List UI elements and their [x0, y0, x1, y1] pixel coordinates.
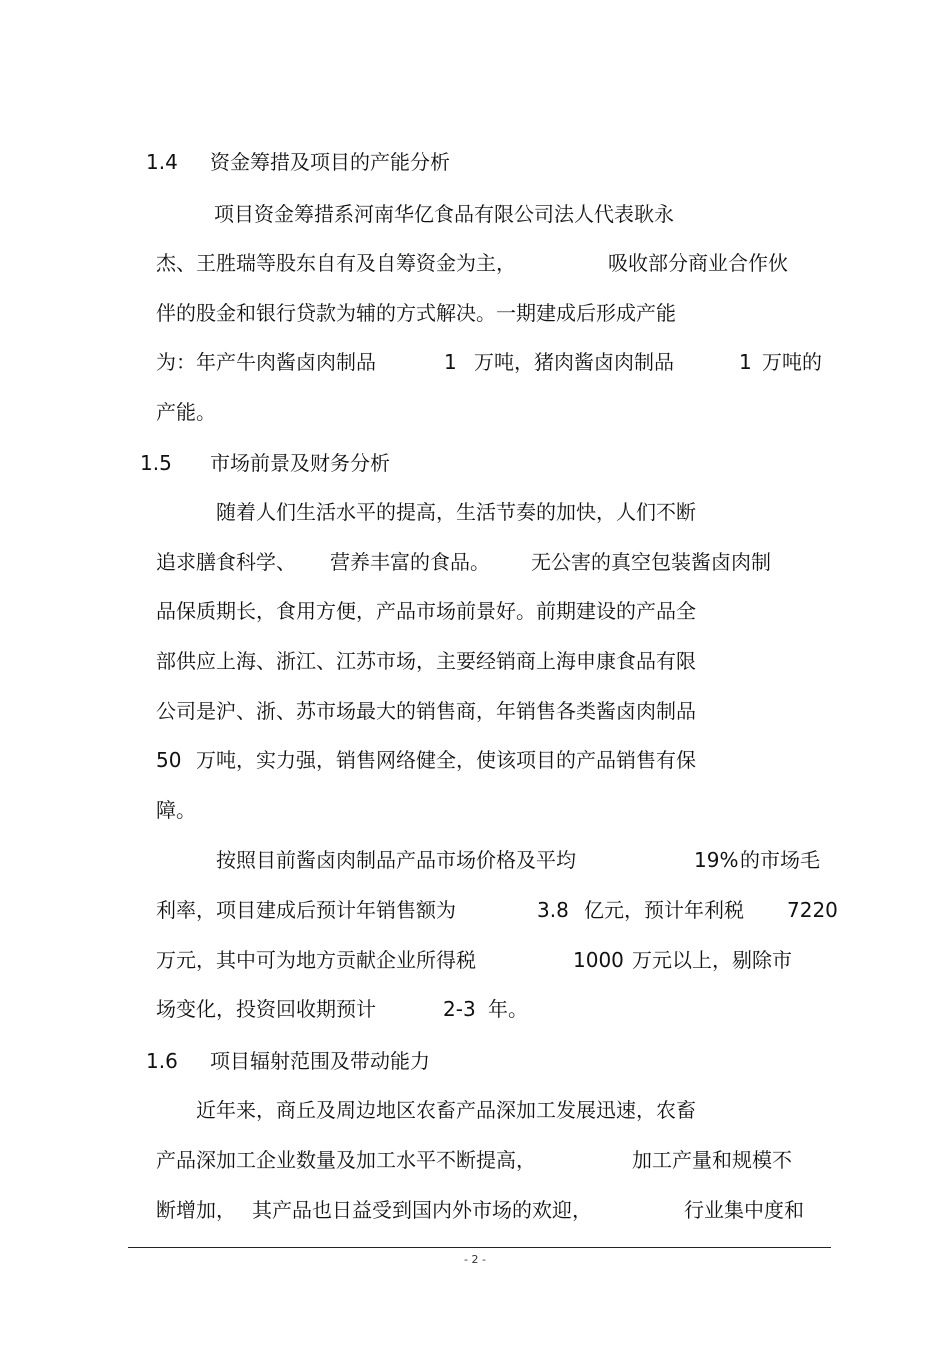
page-number: - 2 - [464, 1253, 486, 1266]
section-1-5-number: 1.5 [140, 451, 172, 475]
paragraph-number: 50 [156, 748, 182, 772]
paragraph-line: 万吨的 [762, 350, 822, 374]
paragraph-line: 随着人们生活水平的提高，生活节奏的加快，人们不断 [216, 500, 696, 524]
paragraph-line: 部供应上海、浙江、江苏市场，主要经销商上海申康食品有限 [156, 649, 696, 673]
paragraph-number: 2-3 [443, 997, 476, 1021]
paragraph-number: 7220 [787, 898, 838, 922]
paragraph-line: 按照目前酱卤肉制品产品市场价格及平均 [216, 848, 576, 872]
paragraph-line: 障。 [156, 798, 196, 822]
section-1-5-title: 市场前景及财务分析 [210, 451, 390, 475]
paragraph-line: 近年来，商丘及周边地区农畜产品深加工发展迅速，农畜 [196, 1098, 696, 1122]
paragraph-line: 无公害的真空包装酱卤肉制 [531, 550, 771, 574]
paragraph-line: 杰、王胜瑞等股东自有及自筹资金为主， [156, 251, 516, 275]
paragraph-line: 断增加， [156, 1198, 236, 1222]
paragraph-line: 万吨，实力强，销售网络健全，使该项目的产品销售有保 [196, 748, 696, 772]
paragraph-line: 伴的股金和银行贷款为辅的方式解决。一期建成后形成产能 [156, 301, 676, 325]
paragraph-number: 1 [444, 350, 457, 374]
paragraph-line: 万元，其中可为地方贡献企业所得税 [156, 948, 476, 972]
paragraph-line: 其产品也日益受到国内外市场的欢迎， [252, 1198, 592, 1222]
paragraph-number: 1000 [573, 948, 624, 972]
paragraph-line: 加工产量和规模不 [632, 1148, 792, 1172]
paragraph-line: 行业集中度和 [684, 1198, 804, 1222]
section-1-4-title: 资金筹措及项目的产能分析 [210, 150, 450, 174]
paragraph-line: 亿元，预计年利税 [584, 898, 744, 922]
paragraph-line: 利率，项目建成后预计年销售额为 [156, 898, 456, 922]
paragraph-line: 万元以上，剔除市 [632, 948, 792, 972]
paragraph-line: 场变化，投资回收期预计 [156, 997, 376, 1021]
paragraph-line: 万吨，猪肉酱卤肉制品 [474, 350, 674, 374]
paragraph-line: 产能。 [156, 400, 216, 424]
paragraph-line: 营养丰富的食品。 [330, 550, 490, 574]
section-1-6-title: 项目辐射范围及带动能力 [210, 1049, 430, 1073]
paragraph-line: 追求膳食科学、 [156, 550, 296, 574]
paragraph-line: 项目资金筹措系河南华亿食品有限公司法人代表耿永 [214, 202, 674, 226]
paragraph-line: 品保质期长，食用方便，产品市场前景好。前期建设的产品全 [156, 599, 696, 623]
paragraph-line: 的市场毛 [740, 848, 820, 872]
paragraph-number: 19% [694, 848, 739, 872]
paragraph-line: 年。 [488, 997, 528, 1021]
footer-rule [128, 1247, 831, 1248]
section-1-6-number: 1.6 [146, 1049, 178, 1073]
paragraph-number: 1 [739, 350, 752, 374]
paragraph-line: 产品深加工企业数量及加工水平不断提高， [156, 1148, 536, 1172]
paragraph-line: 吸收部分商业合作伙 [608, 251, 788, 275]
section-1-4-number: 1.4 [146, 150, 178, 174]
paragraph-line: 公司是沪、浙、苏市场最大的销售商，年销售各类酱卤肉制品 [156, 699, 696, 723]
paragraph-number: 3.8 [537, 898, 569, 922]
paragraph-line: 为：年产牛肉酱卤肉制品 [156, 350, 376, 374]
